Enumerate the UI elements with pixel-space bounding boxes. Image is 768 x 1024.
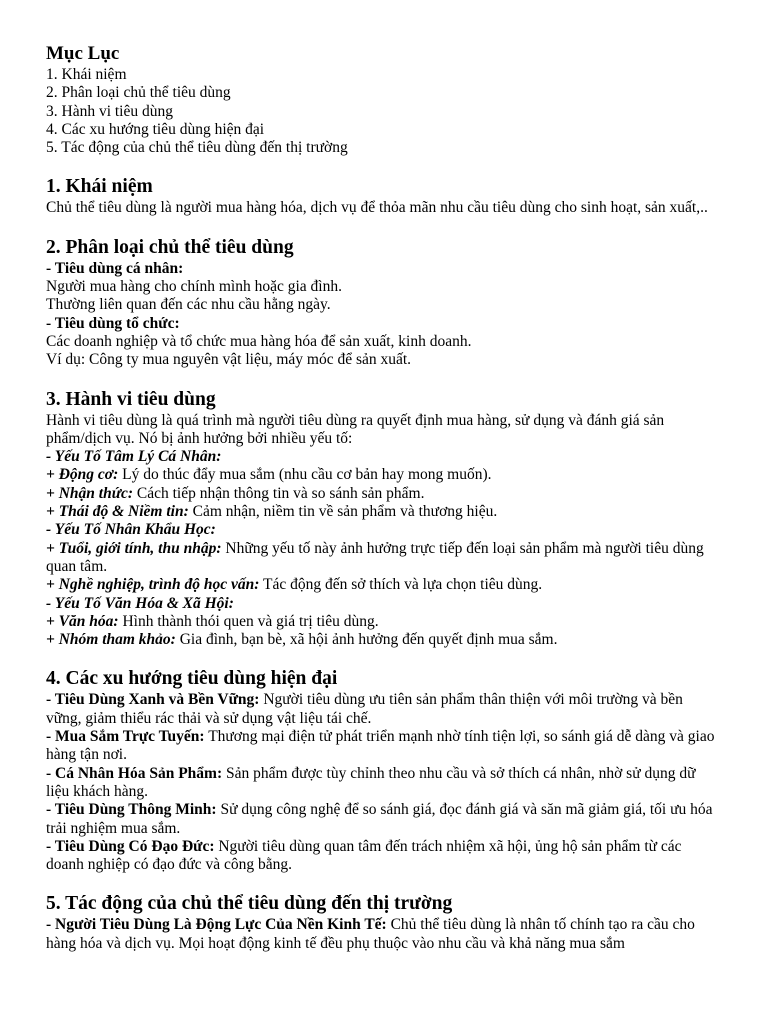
description: Chủ thể tiêu dùng là nhân tố chính tạo ra cầu cho hàng hóa và dịch vụ. Mọi hoạt động kinh tế đều phụ thuộc vào nhu cầu và khả năng mua sắm	[46, 916, 695, 952]
description: Gia đình, bạn bè, xã hội ảnh hưởng đến quyết định mua sắm.	[175, 631, 558, 649]
list-item	[46, 838, 722, 875]
term: + Văn hóa:	[46, 612, 119, 630]
description: Người tiêu dùng ưu tiên sản phẩm thân thiện với môi trường và bền vững, giảm thiểu rác thải và sử dụng vật liệu tái chế.	[46, 691, 683, 727]
term: + Nhận thức:	[46, 484, 134, 502]
list-item	[46, 691, 722, 728]
term: - Tiêu Dùng Có Đạo Đức:	[46, 837, 215, 855]
paragraph: Hành vi tiêu dùng là quá trình mà người tiêu dùng ra quyết định mua hàng, sử dụng và đánh giá sản phẩm/dịch vụ. Nó bị ảnh hưởng bởi nhiều yếu tố:	[46, 411, 665, 447]
section-trends	[46, 667, 722, 874]
toc-item: 1. Khái niệm	[46, 66, 127, 83]
list-item	[46, 765, 722, 802]
subheading: - Tiêu dùng cá nhân:	[46, 259, 184, 277]
term: + Tuổi, giới tính, thu nhập:	[46, 539, 222, 557]
toc-item: 5. Tác động của chủ thể tiêu dùng đến thị trường	[46, 139, 348, 157]
description: Lý do thúc đẩy mua sắm (nhu cầu cơ bản hay mong muốn).	[118, 466, 492, 484]
section-heading: 1. Khái niệm	[46, 176, 153, 198]
term: - Tiêu Dùng Thông Minh:	[46, 801, 217, 819]
section-heading: 2. Phân loại chủ thể tiêu dùng	[46, 236, 294, 258]
paragraph: Thường liên quan đến các nhu cầu hằng ngày.	[46, 296, 331, 314]
description: Những yếu tố này ảnh hưởng trực tiếp đến loại sản phẩm mà người tiêu dùng quan tâm.	[46, 539, 704, 575]
subheading: - Yếu Tố Tâm Lý Cá Nhân:	[46, 448, 222, 466]
toc-item: 2. Phân loại chủ thể tiêu dùng	[46, 84, 231, 102]
paragraph: Người mua hàng cho chính mình hoặc gia đình.	[46, 278, 342, 296]
section-definition	[46, 175, 722, 217]
toc-item: 4. Các xu hướng tiêu dùng hiện đại	[46, 120, 265, 138]
list-item	[46, 631, 722, 649]
subheading: - Yếu Tố Nhân Khẩu Học:	[46, 521, 216, 539]
list-item	[46, 503, 722, 521]
paragraph: Các doanh nghiệp và tổ chức mua hàng hóa để sản xuất, kinh doanh.	[46, 332, 472, 350]
section-heading: 5. Tác động của chủ thể tiêu dùng đến thị trường	[46, 893, 453, 915]
term: + Thái độ & Niềm tin:	[46, 503, 189, 521]
description: Cảm nhận, niềm tin về sản phẩm và thương hiệu.	[188, 503, 498, 521]
description: Cách tiếp nhận thông tin và so sánh sản phẩm.	[133, 484, 425, 502]
list-item	[46, 801, 722, 838]
description: Hình thành thói quen và giá trị tiêu dùng.	[118, 612, 379, 630]
section-market-impact	[46, 892, 722, 953]
term: - Mua Sắm Trực Tuyến:	[46, 728, 205, 746]
list-item	[46, 540, 722, 577]
term: - Tiêu Dùng Xanh và Bền Vững:	[46, 691, 260, 709]
toc-list	[46, 66, 722, 157]
subheading: - Tiêu dùng tổ chức:	[46, 314, 180, 332]
subheading: - Yếu Tố Văn Hóa & Xã Hội:	[46, 594, 234, 612]
table-of-contents	[46, 42, 722, 157]
toc-title: Mục Lục	[46, 43, 120, 64]
term: + Động cơ:	[46, 466, 119, 484]
description: Thương mại điện tử phát triển mạnh nhờ tính tiện lợi, so sánh giá dễ dàng và giao hàng tận nơi.	[46, 728, 715, 764]
list-item	[46, 728, 722, 765]
toc-item: 3. Hành vi tiêu dùng	[46, 102, 173, 120]
term: + Nhóm tham khảo:	[46, 631, 176, 649]
description: Sản phẩm được tùy chỉnh theo nhu cầu và sở thích cá nhân, nhờ sử dụng dữ liệu khách hàng.	[46, 764, 696, 800]
term: - Cá Nhân Hóa Sản Phẩm:	[46, 764, 223, 782]
paragraph: Chủ thể tiêu dùng là người mua hàng hóa, dịch vụ để thỏa mãn nhu cầu tiêu dùng cho sinh hoạt, sản xuất,..	[46, 199, 708, 217]
section-behavior	[46, 388, 722, 650]
list-item	[46, 576, 722, 594]
description: Tác động đến sở thích và lựa chọn tiêu dùng.	[259, 576, 543, 594]
list-item	[46, 485, 722, 503]
term: - Người Tiêu Dùng Là Động Lực Của Nền Kinh Tế:	[46, 916, 387, 934]
section-heading: 4. Các xu hướng tiêu dùng hiện đại	[46, 668, 338, 690]
paragraph: Ví dụ: Công ty mua nguyên vật liệu, máy móc để sản xuất.	[46, 351, 412, 369]
section-classification	[46, 236, 722, 370]
description: Người tiêu dùng quan tâm đến trách nhiệm xã hội, ủng hộ sản phẩm từ các doanh nghiệp có đạo đức và công bằng.	[46, 837, 682, 874]
term: + Nghề nghiệp, trình độ học vấn:	[46, 576, 260, 594]
section-heading: 3. Hành vi tiêu dùng	[46, 388, 216, 410]
list-item	[46, 466, 722, 484]
list-item	[46, 613, 722, 631]
description: Sử dụng công nghệ để so sánh giá, đọc đánh giá và săn mã giảm giá, tối ưu hóa trải nghiệm mua sắm.	[46, 801, 713, 837]
list-item	[46, 916, 722, 953]
